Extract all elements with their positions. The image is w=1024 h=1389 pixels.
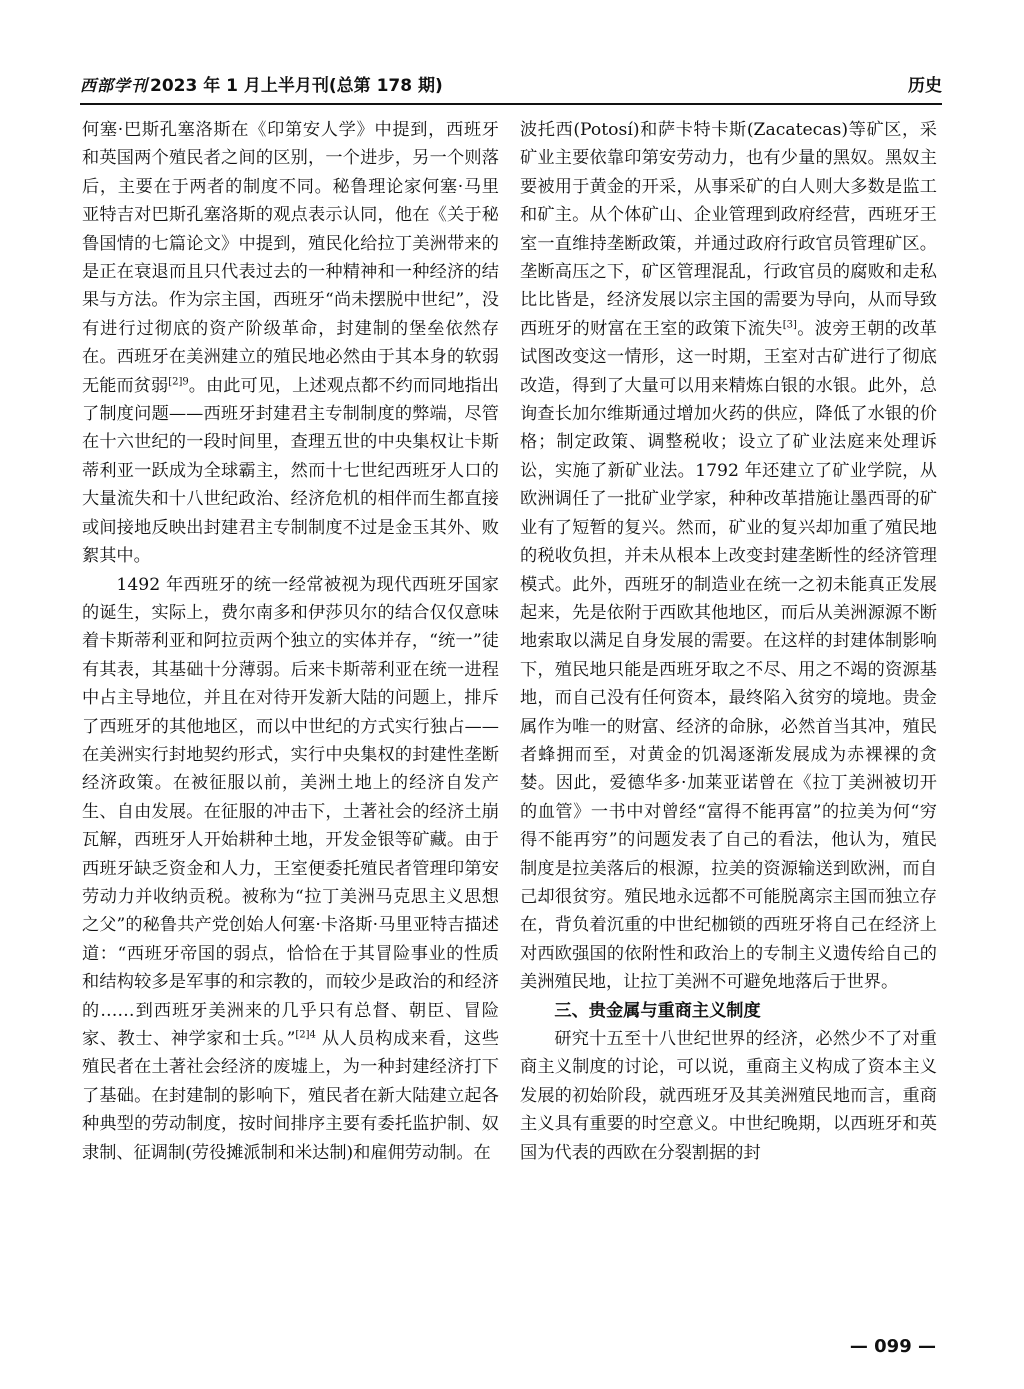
paragraph-text: 。波旁王朝的改革试图改变这一情形，这一时期，王室对古矿进行了彻底改造，得到了大量可以用来精炼白银的水银。此外，总询查长加尔维斯通过增加火药的供应，降低了水银的价格；制定政策、调整税收；设立了矿业法庭来处理诉讼，实施了新矿业法。1792 年还建立了矿业学院，从欧洲调任了一批矿业学家，种种改革措施让墨西哥的矿业有了短暂的复兴。然而，矿业的复兴却加重了殖民地的税收负担，并未从根本上改变封建垄断性的经济管理模式。此外，西班牙的制造业在统一之初未能真正发展起来，先是依附于西欧其他地区，而后从美洲源源不断地索取以满足自身发展的需要。在这样的封建体制影响下，殖民地只能是西班牙取之不尽、用之不竭的资源基地，而自己没有任何资本，最终陷入贫穷的境地。贵金属作为唯一的财富、经济的命脉，必然首当其冲，殖民者蜂拥而至，对黄金的饥渴逐渐发展成为赤裸裸的贪婪。因此，爱德华多·加莱亚诺曾在《拉丁美洲被切开的血管》一书中对曾经“富得不能再富”的拉美为何“穷得不能再穷”的问题发表了自己的看法，他认为，殖民制度是拉美落后的根源，拉美的资源输送到欧洲，而自己却很贫穷。殖民地永远都不可能脱离宗主国而独立存在，背负着沉重的中世纪枷锁的西班牙将自己在经济上对西欧强国的依附性和政治上的专制主义遗传给自己的美洲殖民地，让拉丁美洲不可避免地落后于世界。 <box>520 318 937 993</box>
paragraph <box>82 571 499 1168</box>
page-number: — 099 — <box>849 1336 936 1357</box>
paragraph-text: 波托西(Potosí)和萨卡特卡斯(Zacatecas)等矿区，采矿业主要依靠印第安劳动力，也有少量的黑奴。黑奴主要被用于黄金的开采，从事采矿的白人则大多数是监工和矿主。从个体矿山、企业管理到政府经营，西班牙王室一直维持垄断政策，并通过政府行政官员管理矿区。垄断高压之下，矿区管理混乱，行政官员的腐败和走私比比皆是，经济发展以宗主国的需要为导向，从而导致西班牙的财富在王室的政策下流失 <box>520 120 937 339</box>
paragraph <box>82 116 499 571</box>
running-header <box>80 72 942 100</box>
paragraph-text: 。由此可见，上述观点都不约而同地指出了制度问题——西班牙封建君主专制制度的弊端，尽管在十六世纪的一段时间里，查理五世的中央集权让卡斯蒂利亚一跃成为全球霸主，然而十七世纪西班牙人口的大量流失和十八世纪政治、经济危机的相伴而生都直接或间接地反映出封建君主专制制度不过是金玉其外、败絮其中。 <box>82 375 499 567</box>
citation: [2]9 <box>168 375 189 387</box>
journal-logo: 西部学刊 <box>80 76 149 95</box>
paragraph-text: 1492 年西班牙的统一经常被视为现代西班牙国家的诞生，实际上，费尔南多和伊莎贝尔的结合仅仅意味着卡斯蒂利亚和阿拉贡两个独立的实体并存，“统一”徒有其表，其基础十分薄弱。后来卡斯蒂利亚在统一进程中占主导地位，并且在对待开发新大陆的问题上，排斥了西班牙的其他地区，而以中世纪的方式实行独占——在美洲实行封地契约形式，实行中央集权的封建性垄断经济政策。在被征服以前，美洲土地上的经济自发产生、自由发展。在征服的冲击下，土著社会的经济土崩瓦解，西班牙人开始耕种土地，开发金银等矿藏。由于西班牙缺乏资金和人力，王室便委托殖民者管理印第安劳动力并收纳贡税。被称为“拉丁美洲马克思主义思想之父”的秘鲁共产党创始人何塞·卡洛斯·马里亚特吉描述道：“西班牙帝国的弱点，恰恰在于其冒险事业的性质和结构较多是军事的和宗教的，而较少是政治的和经济的……到西班牙美洲来的几乎只有总督、朝臣、冒险家、教士、神学家和士兵。” <box>82 574 499 1049</box>
section-label: 历史 <box>908 76 942 96</box>
right-column <box>520 116 937 1167</box>
paragraph <box>520 116 937 997</box>
citation: [2]4 <box>295 1029 316 1041</box>
section-heading: 三、贵金属与重商主义制度 <box>554 1000 761 1021</box>
paragraph: 研究十五至十八世纪世界的经济，必然少不了对重商主义制度的讨论，可以说，重商主义构成了资本主义发展的初始阶段，就西班牙及其美洲殖民地而言，重商主义具有重要的时空意义。中世纪晚期，以西班牙和英国为代表的西欧在分裂割据的封 <box>520 1029 937 1163</box>
issue-info: 2023 年 1 月上半月刊(总第 178 期) <box>150 76 443 96</box>
left-column <box>82 116 499 1167</box>
paragraph-text: 从人员构成来看，这些殖民者在土著社会经济的废墟上，为一种封建经济打下了基础。在封建制的影响下，殖民者在新大陆建立起各种典型的劳动制度，按时间排序主要有委托监护制、奴隶制、征调制(劳役摊派制和米达制)和雇佣劳动制。在 <box>82 1029 499 1163</box>
header-rule <box>80 103 942 105</box>
paragraph-text: 何塞·巴斯孔塞洛斯在《印第安人学》中提到，西班牙和英国两个殖民者之间的区别，一个进步，另一个则落后，主要在于两者的制度不同。秘鲁理论家何塞·马里亚特吉对巴斯孔塞洛斯的观点表示认同，他在《关于秘鲁国情的七篇论文》中提到，殖民化给拉丁美洲带来的是正在衰退而且只代表过去的一种精神和一种经济的结果与方法。作为宗主国，西班牙“尚未摆脱中世纪”，没有进行过彻底的资产阶级革命，封建制的堡垒依然存在。西班牙在美洲建立的殖民地必然由于其本身的软弱无能而贫弱 <box>82 120 499 396</box>
journal-title <box>80 72 443 100</box>
citation: [3] <box>782 319 797 331</box>
